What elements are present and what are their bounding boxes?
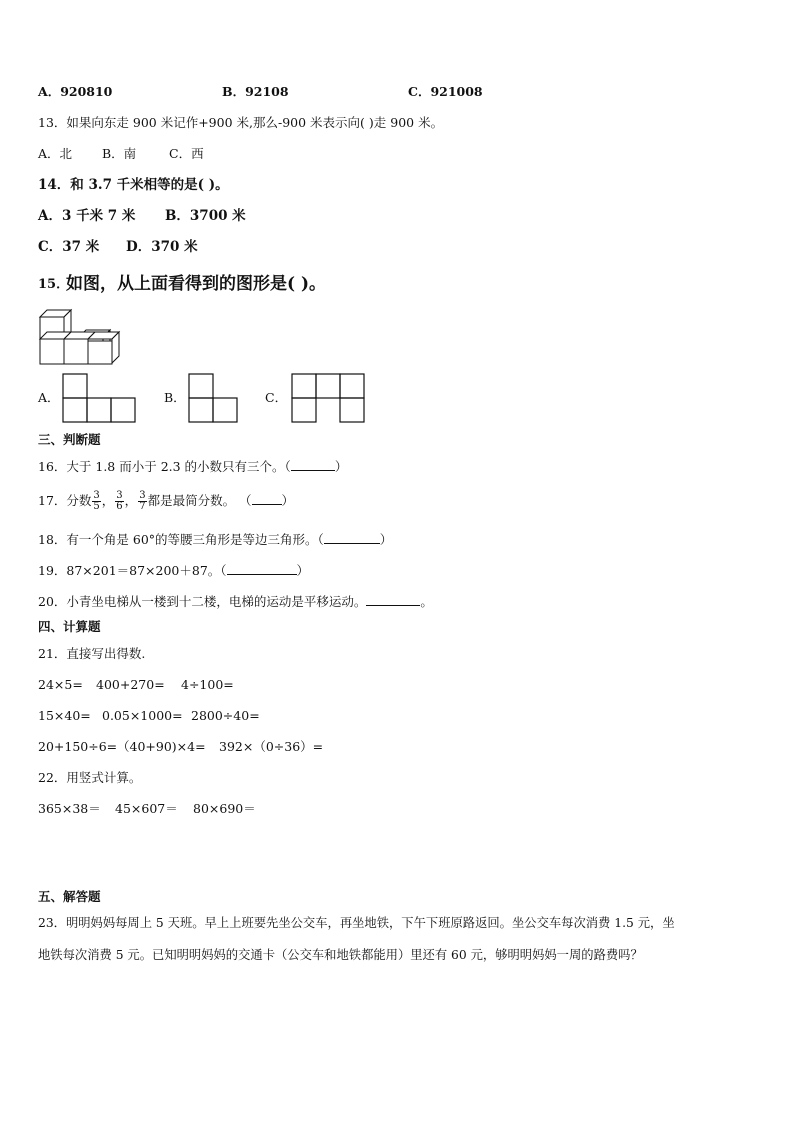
q15-option-a-label: A．: [38, 390, 60, 405]
q15-option-b-shape: [188, 373, 240, 423]
q21-item: 2800÷40=: [191, 708, 260, 723]
fraction-denominator: 7: [139, 501, 146, 512]
q17-separator: ，: [124, 493, 138, 508]
fraction-denominator: 5: [93, 501, 100, 512]
q17-fraction-3: [138, 491, 146, 512]
question-15: 如图，从上面看得到的图形是( )。: [66, 274, 327, 294]
q21-item: 15×40=: [38, 708, 91, 723]
q15-option-c-label: C．: [265, 390, 288, 405]
q22-item: 45×607＝: [115, 801, 178, 816]
q20-text: 20．小青坐电梯从一楼到十二楼，电梯的运动是平移运动。: [38, 594, 367, 609]
section-4-heading: 四、计算题: [38, 619, 101, 634]
question-13: 13．如果向东走 900 米记作+900 米,那么-900 米表示向( )走 900 米。: [38, 115, 444, 130]
q18-answer-blank[interactable]: [324, 531, 380, 544]
q17-close: ）: [281, 493, 295, 508]
q17-prefix: 17．分数: [38, 493, 92, 508]
question-16: [38, 458, 347, 475]
q17-answer-blank[interactable]: [252, 492, 282, 505]
q15-option-b-label: B．: [164, 390, 186, 405]
q22-item: 80×690＝: [193, 801, 256, 816]
q16-answer-blank[interactable]: [291, 458, 335, 471]
fraction-numerator: 3: [139, 490, 146, 501]
q12-option-b: B．92108: [222, 84, 289, 99]
q12-option-a: A．920810: [38, 84, 113, 99]
question-22: 22．用竖式计算。: [38, 770, 142, 785]
q15-option-c-shape: [291, 373, 367, 423]
fraction-denominator: 6: [116, 501, 123, 512]
question-23-line-1: 23．明明妈妈每周上 5 天班。早上上班要先坐公交车，再坐地铁，下午下班原路返回。坐公交车每次消费 1.5 元，坐: [38, 916, 675, 930]
section-5-heading: 五、解答题: [38, 889, 101, 904]
q19-text: 19．87×201＝87×200＋87。（: [38, 563, 227, 578]
q19-answer-blank[interactable]: [227, 562, 297, 575]
cube-figure: [38, 310, 128, 366]
fraction-numerator: 3: [116, 490, 123, 501]
question-18: [38, 531, 392, 548]
q21-item: 24×5=: [38, 677, 83, 692]
q17-separator: ，: [101, 493, 115, 508]
q18-text: 18．有一个角是 60°的等腰三角形是等边三角形。（: [38, 532, 324, 547]
question-17: [38, 486, 294, 516]
q17-fraction-2: [115, 491, 123, 512]
question-14: 14．和 3.7 千米相等的是( )。: [38, 177, 229, 193]
q21-item: 0.05×1000=: [102, 708, 183, 723]
question-20: [38, 593, 433, 610]
q21-item: （40+90)×4=: [117, 739, 206, 754]
q21-item: 4÷100=: [181, 677, 234, 692]
q14-option-c: C．37 米: [38, 239, 100, 255]
q14-option-a: A．3 千米 7 米: [38, 208, 136, 224]
q16-close: ）: [334, 459, 348, 474]
section-3-heading: 三、判断题: [38, 432, 101, 447]
q14-option-d: D．370 米: [126, 239, 198, 255]
q18-close: ）: [379, 532, 393, 547]
question-23-line-2: 地铁每次消费 5 元。已知明明妈妈的交通卡（公交车和地铁都能用）里还有 60 元，够明明妈妈一周的路费吗？: [38, 948, 643, 962]
q12-option-c: C．921008: [408, 84, 483, 99]
q15-number: 15．: [38, 277, 70, 292]
q17-fraction-1: [92, 491, 100, 512]
q20-close: 。: [420, 594, 433, 609]
q21-item: 392×（0÷36）=: [219, 739, 324, 754]
q20-answer-blank[interactable]: [366, 593, 420, 606]
fraction-numerator: 3: [93, 490, 100, 501]
question-21: 21．直接写出得数.: [38, 646, 146, 661]
q22-item: 365×38＝: [38, 801, 101, 816]
q13-option-a: A．北: [38, 146, 73, 161]
q21-item: 400+270=: [96, 677, 165, 692]
q17-suffix: 都是最简分数。 （: [147, 493, 252, 508]
q13-option-b: B．南: [102, 146, 137, 161]
q16-text: 16．大于 1.8 而小于 2.3 的小数只有三个。（: [38, 459, 291, 474]
q13-option-c: C．西: [169, 146, 204, 161]
q15-option-a-shape: [62, 373, 138, 423]
q14-option-b: B．3700 米: [165, 208, 246, 224]
q19-close: ）: [296, 563, 310, 578]
q21-item: 20+150÷6=: [38, 739, 118, 754]
question-19: [38, 562, 309, 579]
